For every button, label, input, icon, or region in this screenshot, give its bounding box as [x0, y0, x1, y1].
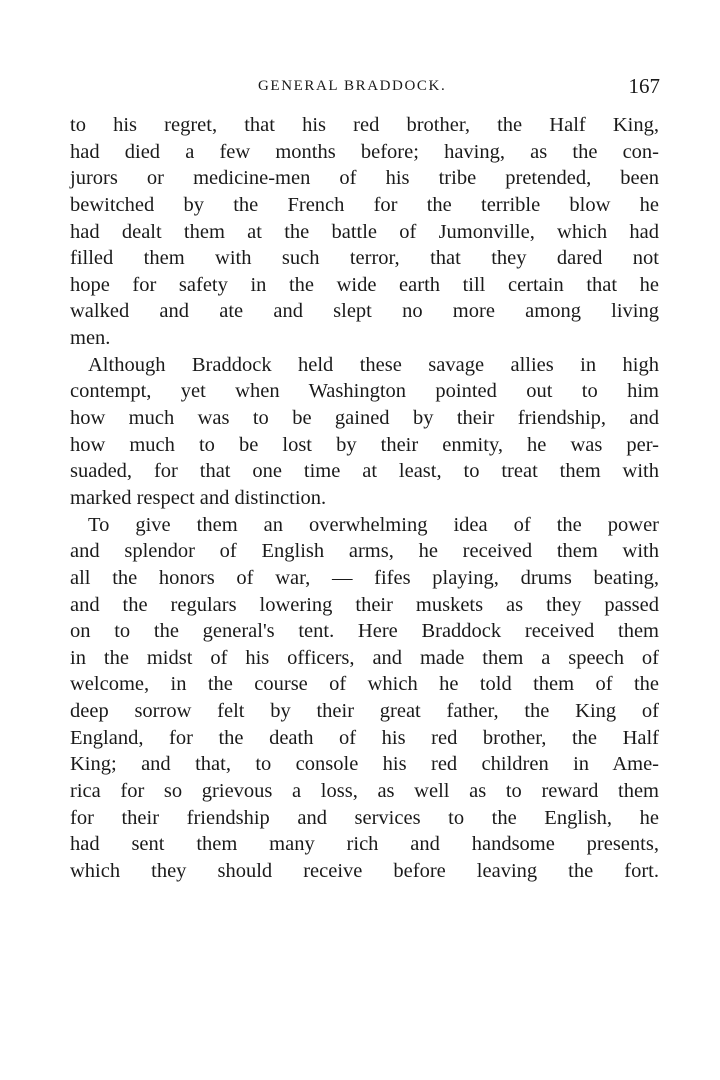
text-line: all the honors of war, — fifes playing, drums beating, [70, 566, 659, 589]
running-title: GENERAL BRADDOCK. [258, 78, 447, 94]
text-line: had died a few months before; having, as the con- [70, 140, 659, 163]
body-text [70, 112, 659, 885]
text-line: marked respect and distinction. [70, 486, 327, 509]
text-line: which they should receive before leaving the fort. [70, 859, 659, 882]
text-line: had dealt them at the battle of Jumonville, which had [70, 220, 659, 243]
text-line: contempt, yet when Washington pointed out to him [70, 380, 659, 403]
text-line: and splendor of English arms, he received them with [70, 540, 659, 563]
text-line: King; and that, to console his red children in Ame- [70, 753, 659, 776]
text-line: bewitched by the French for the terrible blow he [70, 193, 659, 216]
text-line: filled them with such terror, that they dared not [70, 247, 659, 270]
text-line: how much to be lost by their enmity, he was per- [70, 433, 659, 456]
text-line: in the midst of his officers, and made them a speech of [70, 646, 659, 669]
text-line: welcome, in the course of which he told them of the [70, 673, 659, 696]
text-line: to his regret, that his red brother, the Half King, [70, 114, 659, 136]
text-line: England, for the death of his red brother, the Half [70, 726, 659, 749]
text-line: To give them an overwhelming idea of the power [88, 513, 659, 536]
text-line: rica for so grievous a loss, as well as to reward them [70, 780, 659, 803]
text-line: for their friendship and services to the English, he [70, 806, 659, 829]
text-line: deep sorrow felt by their great father, the King of [70, 700, 659, 723]
text-line: had sent them many rich and handsome presents, [70, 833, 659, 856]
text-line: jurors or medicine-men of his tribe pretended, been [70, 167, 659, 190]
text-line: hope for safety in the wide earth till certain that he [70, 273, 659, 296]
text-line: walked and ate and slept no more among living [70, 300, 659, 323]
text-line: suaded, for that one time at least, to treat them with [70, 460, 659, 483]
text-line: on to the general's tent. Here Braddock received them [70, 620, 659, 643]
text-line: and the regulars lowering their muskets as they passed [70, 593, 659, 616]
text-line: men. [70, 327, 111, 350]
page-number: 167 [628, 74, 660, 98]
page-header [70, 74, 660, 100]
text-line: Although Braddock held these savage allies in high [88, 353, 659, 376]
text-line: how much was to be gained by their friendship, and [70, 407, 659, 430]
